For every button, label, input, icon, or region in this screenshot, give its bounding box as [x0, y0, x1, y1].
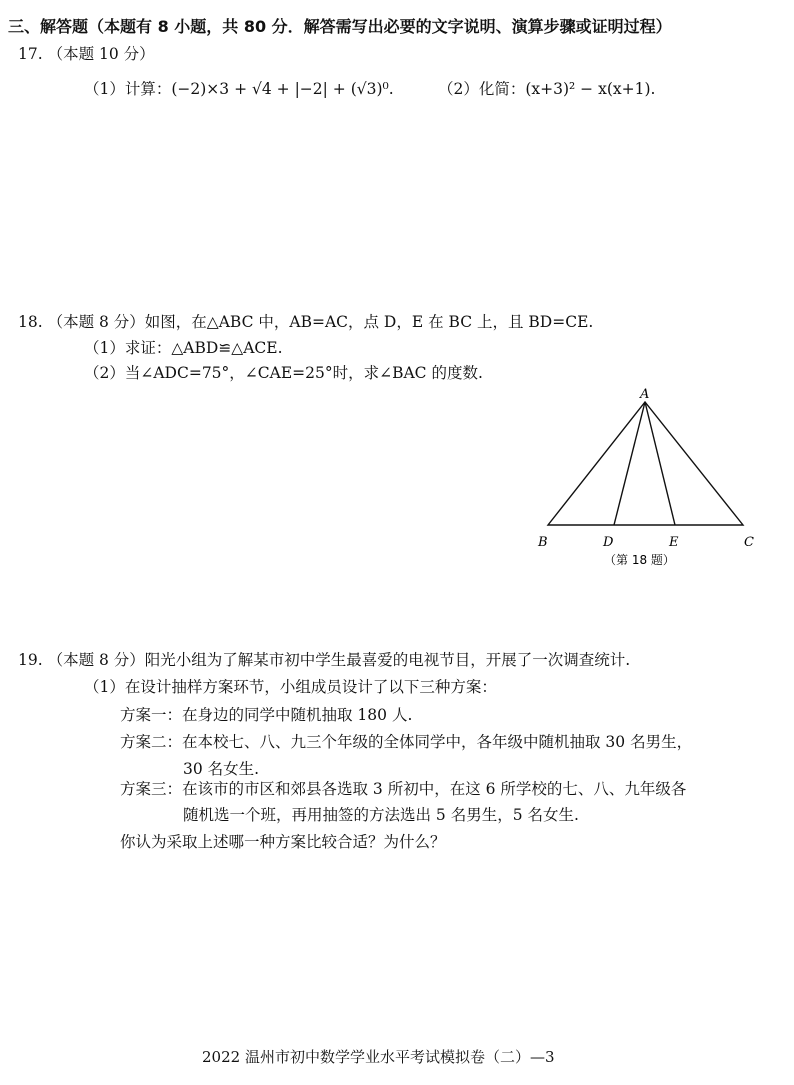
- plan-2: 方案二：在本校七、八、九三个年级的全体同学中，各年级中随机抽取 30 名男生，: [120, 733, 693, 751]
- page-footer: 2022 温州市初中数学学业水平考试模拟卷（二）—3: [202, 1048, 555, 1066]
- figure-caption: （第 18 题）: [604, 553, 675, 567]
- label-a: A: [640, 387, 650, 402]
- plan-3-continued: 随机选一个班，再用抽签的方法选出 5 名男生，5 名女生.: [183, 806, 579, 824]
- triangle-abc: [548, 402, 743, 525]
- question-19-heading: 19. （本题 8 分）阳光小组为了解某市初中学生最喜爱的电视节目，开展了一次调查统计.: [18, 651, 631, 669]
- question-18-part-1: （1）求证：△ABD≌△ACE.: [84, 339, 283, 357]
- question-17-heading: 17. （本题 10 分）: [18, 45, 155, 63]
- section-heading: 三、解答题（本题有 8 小题，共 80 分．解答需写出必要的文字说明、演算步骤或证明过程）: [8, 17, 672, 36]
- question-18-part-2: （2）当∠ADC=75°，∠CAE=25°时，求∠BAC 的度数.: [84, 364, 483, 382]
- plan-3: 方案三：在该市的市区和郊县各选取 3 所初中，在这 6 所学校的七、八、九年级各: [120, 780, 687, 798]
- question-18-heading: 18. （本题 8 分）如图，在△ABC 中，AB=AC，点 D，E 在 BC 上，且 BD=CE.: [18, 313, 594, 331]
- question-19-prompt: 你认为采取上述哪一种方案比较合适？为什么？: [120, 833, 446, 851]
- label-b: B: [538, 535, 548, 550]
- question-17-part-1: （1）计算：(−2)×3 + √4 + |−2| + (√3)⁰.: [84, 80, 394, 98]
- label-e: E: [669, 535, 679, 550]
- question-19-part-1: （1）在设计抽样方案环节，小组成员设计了以下三种方案：: [84, 678, 497, 696]
- segment-ad: [614, 402, 645, 525]
- label-d: D: [603, 535, 614, 550]
- plan-1: 方案一：在身边的同学中随机抽取 180 人.: [120, 706, 413, 724]
- plan-2-continued: 30 名女生.: [183, 760, 260, 778]
- question-17-part-2: （2）化简：(x+3)² − x(x+1).: [438, 80, 656, 98]
- label-c: C: [744, 535, 754, 550]
- triangle-figure: [530, 382, 760, 572]
